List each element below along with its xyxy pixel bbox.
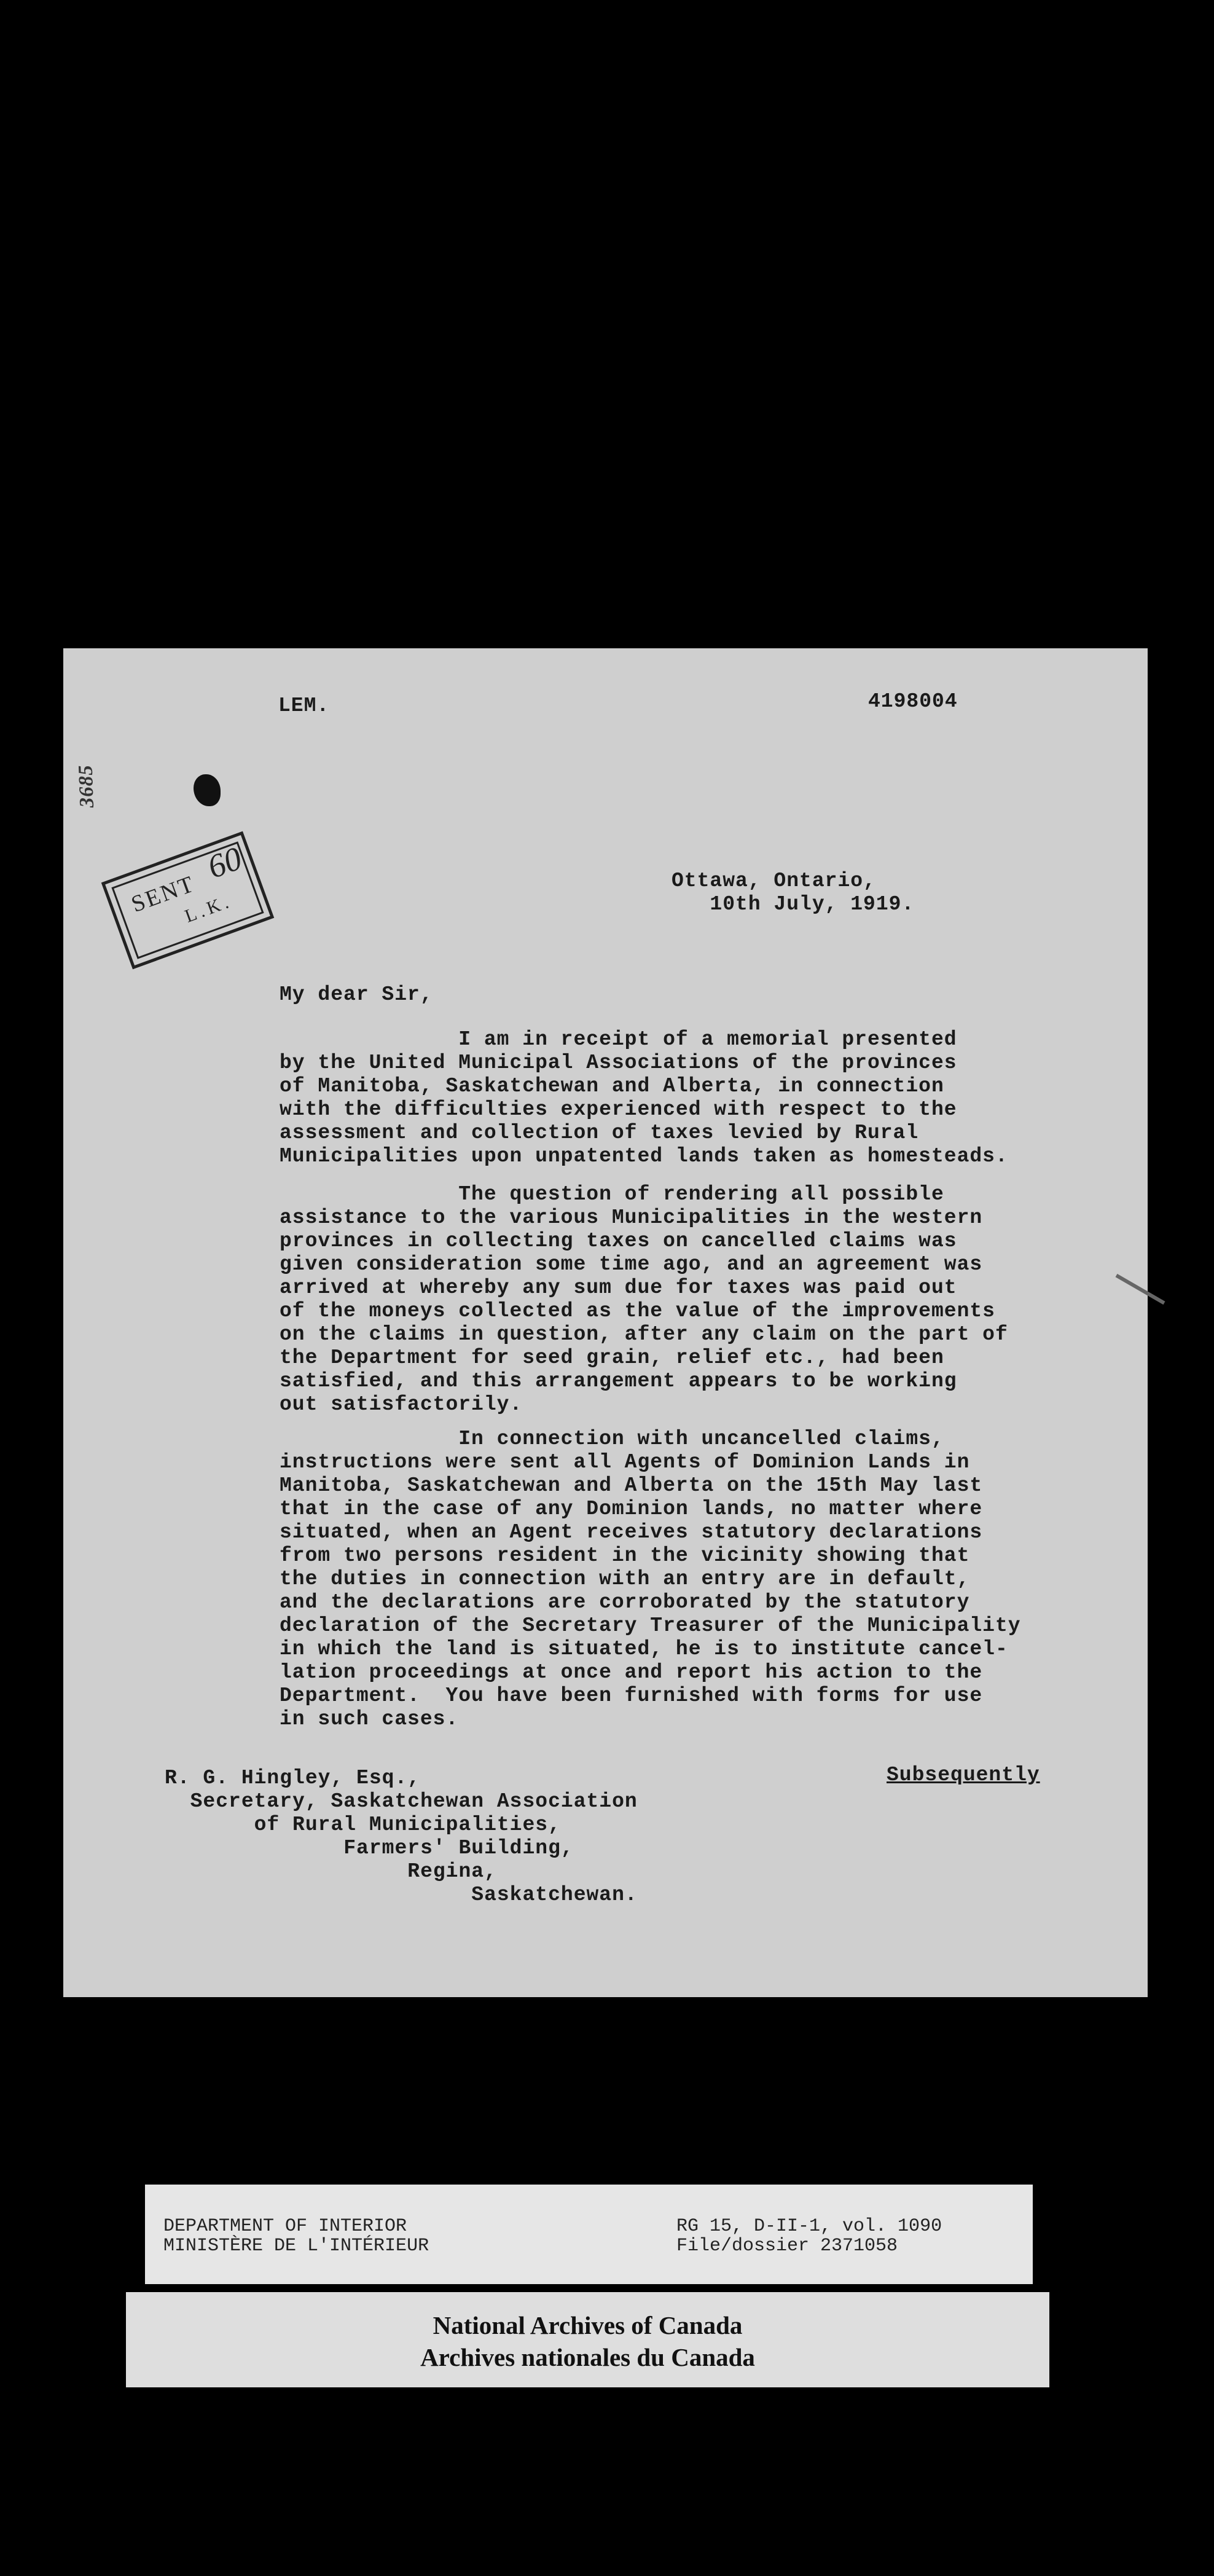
continued-catchword: Subsequently — [887, 1764, 1040, 1786]
stamp-initials: L.K. — [182, 890, 235, 927]
archive-name-en: National Archives of Canada — [433, 2311, 743, 2339]
archive-reference-label — [145, 2185, 1033, 2284]
dateline-place: Ottawa, Ontario, — [672, 870, 876, 892]
salutation: My dear Sir, — [280, 983, 433, 1006]
pen-mark — [1116, 1274, 1165, 1305]
reference-initials: LEM. — [278, 694, 330, 717]
paragraph-1: I am in receipt of a memorial presented by the United Municipal Associations of the provinces of Manitoba, Saskatchewan and Alberta, in connection with the difficulties experienced with respect to the assessment and collection of taxes levied by Rural Municipalities upon unpatented lands taken as homesteads. — [280, 1028, 1008, 1168]
dateline — [672, 870, 914, 916]
stamp-hand-number: 60 — [203, 839, 247, 886]
paragraph-2: The question of rendering all possible assistance to the various Municipalities in the western provinces in collecting taxes on cancelled claims was given consideration some time ago, and an agreement was arrived at whereby any sum due for taxes was paid out of the moneys collected as the value of the improvements on the claims in question, after any claim on the part of the Department for seed grain, relief etc., had been satisfied, and this arrangement appears to be working out satisfactorily. — [280, 1183, 1008, 1416]
punch-hole — [194, 774, 221, 806]
file-reference-number: 4198004 — [868, 690, 958, 713]
department-name: DEPARTMENT OF INTERIOR MINISTÈRE DE L'INTÉRIEUR — [163, 2216, 429, 2256]
letter-page — [63, 648, 1148, 1997]
dateline-date: 10th July, 1919. — [672, 893, 915, 916]
margin-number: 3685 — [74, 764, 98, 808]
paragraph-3: In connection with uncancelled claims, instructions were sent all Agents of Dominion Lands in Manitoba, Saskatchewan and Alberta on the 15th May last that in the case of any Dominion lands, no matter where situated, when an Agent receives statutory declarations from two persons resident in the vicinity showing that the duties in connection with an entry are in default, and the declarations are corroborated by the statutory declaration of the Secretary Treasurer of the Municipality in which the land is situated, he is to institute cancel- lation proceedings at once and report his action to the Department. You have been furnished with forms for use in such cases. — [280, 1427, 1021, 1730]
record-group-reference: RG 15, D-II-1, vol. 1090 File/dossier 2371058 — [676, 2216, 942, 2256]
sent-stamp — [101, 831, 275, 970]
addressee-block: R. G. Hingley, Esq., Secretary, Saskatchewan Association of Rural Municipalities, Farmers' Building, Regina, Saskatchewan. — [165, 1767, 638, 1906]
archive-banner — [126, 2292, 1049, 2387]
archive-name-fr: Archives nationales du Canada — [420, 2343, 755, 2371]
stamp-sent-text: SENT — [128, 870, 199, 918]
